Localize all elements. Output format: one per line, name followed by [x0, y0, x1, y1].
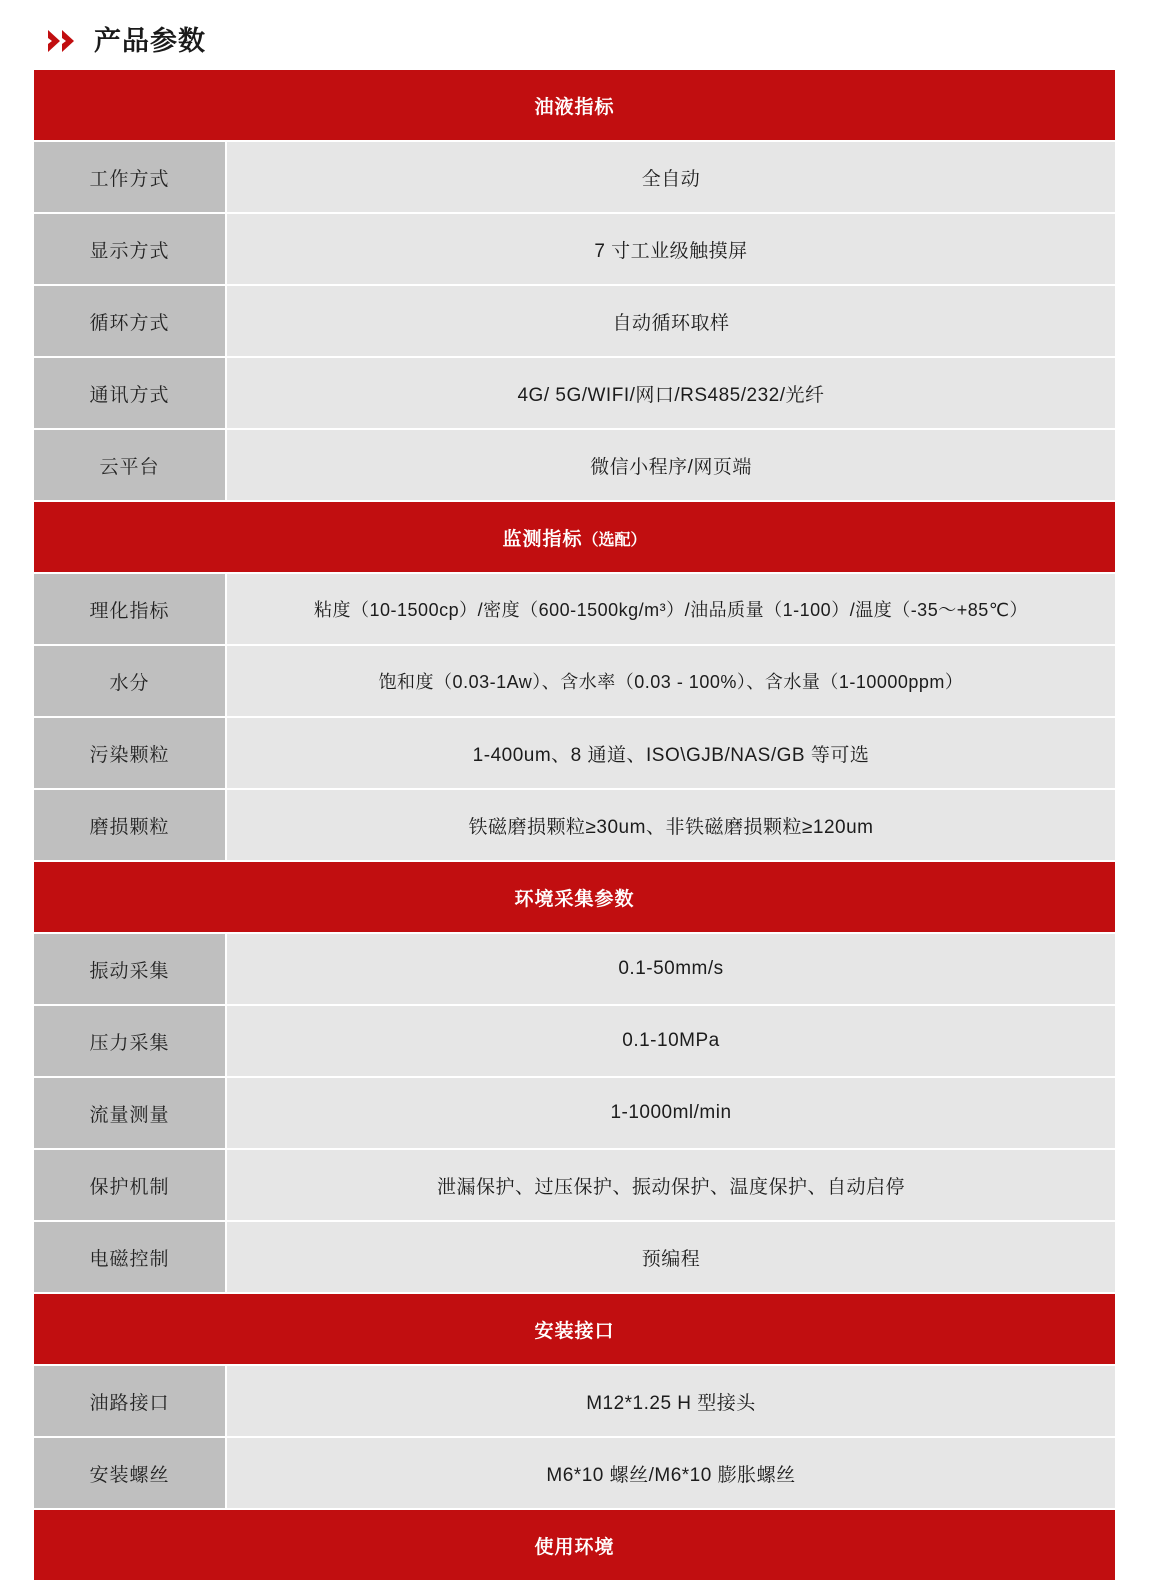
section-title: [34, 1509, 1115, 1581]
spec-label: 云平台: [34, 429, 226, 501]
spec-label: 循环方式: [34, 285, 226, 357]
table-row: [34, 1365, 1115, 1437]
spec-label: 显示方式: [34, 213, 226, 285]
section-title-text: 监测指标: [502, 528, 583, 550]
table-row: [34, 213, 1115, 285]
spec-value: 预编程: [226, 1221, 1115, 1293]
section-header-row: [34, 1293, 1115, 1365]
section-header-row: [34, 501, 1115, 573]
spec-value: 0.1-10MPa: [226, 1005, 1115, 1077]
spec-label: 理化指标: [34, 573, 226, 645]
spec-value: M12*1.25 H 型接头: [226, 1365, 1115, 1437]
section-header-row: [34, 861, 1115, 933]
table-row: [34, 717, 1115, 789]
section-title-text: 环境采集参数: [514, 888, 635, 910]
double-chevron-right-icon: [46, 26, 80, 56]
section-title-text: 安装接口: [534, 1320, 615, 1342]
spec-value: 自动循环取样: [226, 285, 1115, 357]
spec-value: 1-400um、8 通道、ISO\GJB/NAS/GB 等可选: [226, 717, 1115, 789]
spec-label: 保护机制: [34, 1149, 226, 1221]
spec-value: 微信小程序/网页端: [226, 429, 1115, 501]
table-row: [34, 1221, 1115, 1293]
spec-label: 电磁控制: [34, 1221, 226, 1293]
table-row: [34, 429, 1115, 501]
spec-label: 通讯方式: [34, 357, 226, 429]
spec-value: 全自动: [226, 141, 1115, 213]
table-row: [34, 1005, 1115, 1077]
spec-label: 污染颗粒: [34, 717, 226, 789]
section-header-row: [34, 70, 1115, 141]
page-header: [34, 22, 1115, 70]
spec-value: 铁磁磨损颗粒≥30um、非铁磁磨损颗粒≥120um: [226, 789, 1115, 861]
spec-label: 水分: [34, 645, 226, 717]
spec-label: 安装螺丝: [34, 1437, 226, 1509]
section-title: [34, 70, 1115, 141]
spec-table: [34, 70, 1115, 1582]
table-row: [34, 285, 1115, 357]
table-row: [34, 573, 1115, 645]
spec-label: 油路接口: [34, 1365, 226, 1437]
spec-value: 饱和度（0.03-1Aw）、含水率（0.03 - 100%）、含水量（1-10000ppm）: [226, 645, 1115, 717]
table-row: [34, 645, 1115, 717]
spec-value: 泄漏保护、过压保护、振动保护、温度保护、自动启停: [226, 1149, 1115, 1221]
spec-value: 4G/ 5G/WIFI/网口/RS485/232/光纤: [226, 357, 1115, 429]
spec-label: 流量测量: [34, 1077, 226, 1149]
spec-value: 1-1000ml/min: [226, 1077, 1115, 1149]
section-title: [34, 1293, 1115, 1365]
spec-value: 粘度（10-1500cp）/密度（600-1500kg/m³）/油品质量（1-100）/温度（-35～+85℃）: [226, 573, 1115, 645]
spec-table-body: [34, 70, 1115, 1581]
table-row: [34, 141, 1115, 213]
spec-value: 7 寸工业级触摸屏: [226, 213, 1115, 285]
section-title-text: 油液指标: [534, 96, 615, 118]
table-row: [34, 357, 1115, 429]
spec-label: 压力采集: [34, 1005, 226, 1077]
spec-value: M6*10 螺丝/M6*10 膨胀螺丝: [226, 1437, 1115, 1509]
page-title: 产品参数: [94, 25, 206, 56]
section-title: [34, 501, 1115, 573]
table-row: [34, 1437, 1115, 1509]
table-row: [34, 789, 1115, 861]
spec-value: 0.1-50mm/s: [226, 933, 1115, 1005]
section-header-row: [34, 1509, 1115, 1581]
section-title-note: （选配）: [582, 531, 647, 549]
section-title-text: 使用环境: [534, 1536, 615, 1558]
spec-label: 振动采集: [34, 933, 226, 1005]
table-row: [34, 1149, 1115, 1221]
table-row: [34, 1077, 1115, 1149]
spec-label: 工作方式: [34, 141, 226, 213]
table-row: [34, 933, 1115, 1005]
section-title: [34, 861, 1115, 933]
spec-label: 磨损颗粒: [34, 789, 226, 861]
